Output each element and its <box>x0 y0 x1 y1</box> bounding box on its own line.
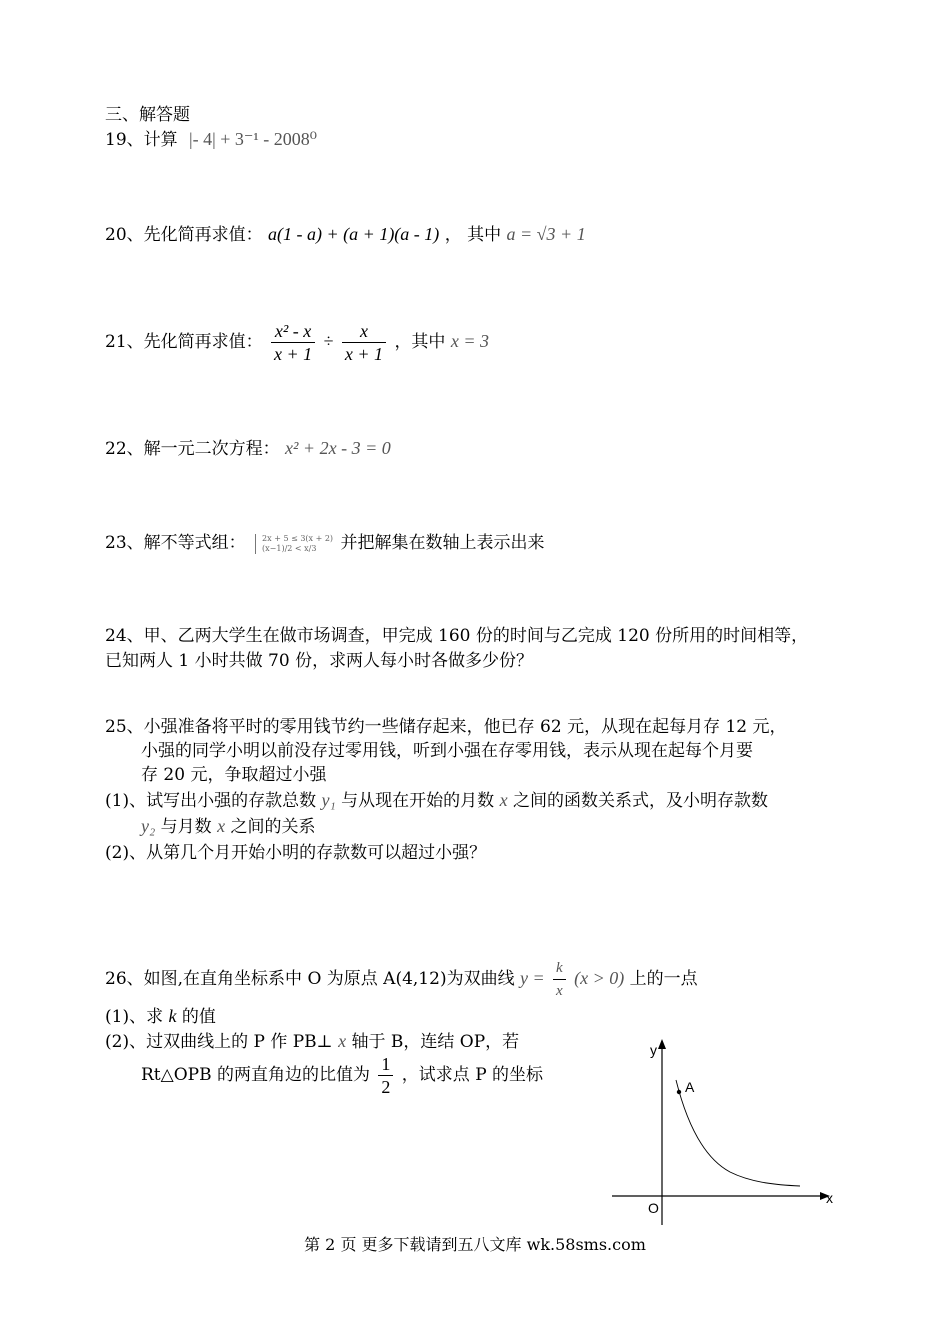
q25-part-2: (2)、从第几个月开始小明的存款数可以超过小强？ <box>105 843 487 863</box>
q21-suffix: ，其中 <box>394 332 446 352</box>
q25-p1-text-e: 之间的关系 <box>230 817 316 837</box>
q21-divide-operator: ÷ <box>323 331 334 351</box>
hyperbola-graph <box>600 1035 850 1225</box>
q19-expression: |- 4| + 3⁻¹ - 2008⁰ <box>189 129 318 149</box>
q24-line-1: 24、甲、乙两大学生在做市场调查，甲完成 160 份的时间与乙完成 120 份所用的时间相等， <box>105 626 809 646</box>
q23-inequality-2: (x−1)/2 < x/3 <box>262 543 317 553</box>
q23-label: 23、解不等式组： <box>105 533 246 553</box>
q25-var-y1: y₁ <box>321 790 336 810</box>
q23-inequality-1: 2x + 5 ≤ 3(x + 2) <box>262 533 334 543</box>
y-axis-label: y <box>650 1042 657 1058</box>
question-26 <box>105 955 698 1002</box>
q26-func-numerator: k <box>553 957 566 980</box>
q21-fraction-2 <box>342 320 386 365</box>
q26-func-lhs: y = <box>519 968 545 988</box>
q24-line-2: 已知两人 1 小时共做 70 份，求两人每小时各做多少份？ <box>105 651 534 671</box>
point-a-marker <box>677 1090 681 1094</box>
q21-frac2-denominator: x + 1 <box>344 344 384 364</box>
q21-frac1-denominator: x + 1 <box>274 344 313 364</box>
question-23 <box>105 532 544 554</box>
y-axis-arrow <box>658 1039 666 1049</box>
q26-var-k: k <box>168 1006 177 1026</box>
q21-fraction-1 <box>271 320 315 365</box>
q25-p1-text-d: 与月数 <box>160 817 212 837</box>
question-21 <box>105 318 489 365</box>
q26-p2-text-b: 轴于 B，连结 OP，若 <box>351 1032 520 1052</box>
q25-var-x-2: x <box>217 816 226 836</box>
q25-var-x: x <box>499 790 508 810</box>
q26-part-1 <box>105 1005 216 1028</box>
q26-var-x: x <box>338 1031 347 1051</box>
q25-line-3: 存 20 元，争取超过小强 <box>141 765 327 785</box>
q26-p2-text-d: ，试求点 P 的坐标 <box>401 1065 544 1085</box>
q21-condition: x = 3 <box>450 331 489 351</box>
q25-var-y2: y₂ <box>141 816 156 836</box>
question-19 <box>105 128 317 151</box>
q26-p2-text-a: (2)、过双曲线上的 P 作 PB⊥ <box>105 1032 333 1052</box>
q26-text-a: 26、如图,在直角坐标系中 O 为原点 A(4,12)为双曲线 <box>105 969 515 989</box>
q26-ratio-numerator: 1 <box>378 1053 393 1076</box>
q26-p2-text-c: Rt△OPB 的两直角边的比值为 <box>141 1065 370 1085</box>
q22-expression: x² + 2x - 3 = 0 <box>285 438 391 458</box>
q25-p1-text-b: 与从现在开始的月数 <box>341 791 495 811</box>
q25-p1-text-a: (1)、试写出小强的存款总数 <box>105 791 317 811</box>
page-footer: 第 2 页 更多下载请到五八文库 wk.58sms.com <box>304 1235 646 1254</box>
hyperbola-curve <box>676 1080 800 1186</box>
q25-line-1: 25、小强准备将平时的零用钱节约一些储存起来，他已存 62 元，从现在起每月存 12 元， <box>105 717 787 737</box>
q23-inequality-system <box>255 534 333 554</box>
x-axis-label: x <box>826 1190 833 1206</box>
q26-func-fraction <box>553 957 566 1002</box>
q26-func-condition: (x > 0) <box>574 968 625 988</box>
q25-line-2: 小强的同学小明以前没存过零用钱，听到小强在存零用钱，表示从现在起每个月要 <box>141 741 753 761</box>
question-20 <box>105 223 586 246</box>
q26-func-denominator: x <box>556 983 563 999</box>
q19-label: 19、计算 <box>105 130 178 150</box>
q20-label: 20、先化简再求值： <box>105 225 263 245</box>
q26-part-2 <box>105 1030 519 1053</box>
question-22 <box>105 437 391 460</box>
q26-p1-text-a: (1)、求 <box>105 1007 164 1027</box>
q22-label: 22、解一元二次方程： <box>105 439 280 459</box>
q23-suffix: 并把解集在数轴上表示出来 <box>340 533 545 553</box>
section-title: 三、解答题 <box>105 105 190 125</box>
q21-frac1-numerator: x² - x <box>271 320 315 343</box>
q20-suffix: ， 其中 <box>444 225 502 245</box>
q26-text-b: 上的一点 <box>629 969 698 989</box>
q20-condition: a = √3 + 1 <box>506 224 586 244</box>
q26-part-2-cont <box>141 1052 543 1098</box>
q20-expression: a(1 - a) + (a + 1)(a - 1) <box>268 224 440 244</box>
q21-frac2-numerator: x <box>342 320 386 343</box>
origin-label: O <box>648 1200 659 1216</box>
q26-p1-text-b: 的值 <box>181 1007 216 1027</box>
q21-label: 21、先化简再求值： <box>105 332 263 352</box>
point-a-label: A <box>685 1079 695 1095</box>
q25-part-1 <box>105 789 768 812</box>
q26-ratio-denominator: 2 <box>381 1077 391 1097</box>
q25-p1-text-c: 之间的函数关系式，及小明存款数 <box>512 791 768 811</box>
q25-part-1-cont <box>141 815 315 838</box>
q26-ratio-fraction <box>378 1053 393 1098</box>
